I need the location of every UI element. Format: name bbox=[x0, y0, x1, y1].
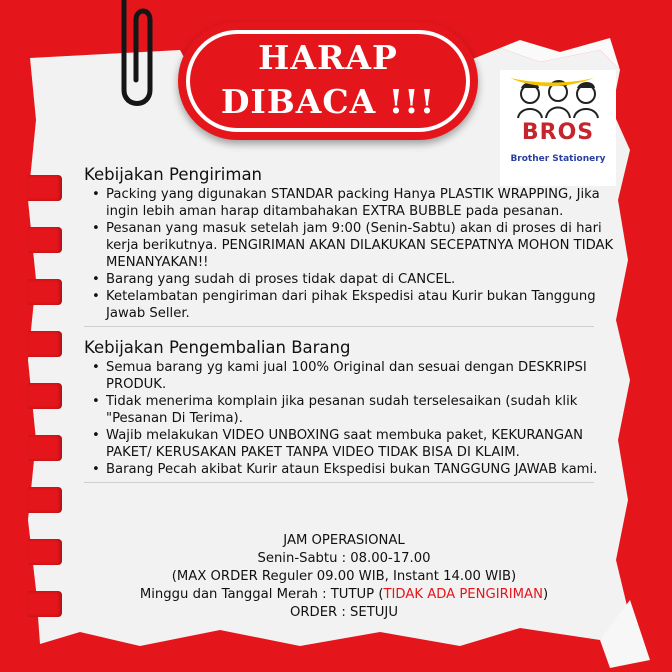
logo-swoosh-icon bbox=[508, 76, 596, 88]
list-item: • Packing yang digunakan STANDAR packing Hanya PLASTIK WRAPPING, Jika ingin lebih aman harap ditambahakan EXTRA BUBBLE pada pesanan. bbox=[92, 186, 614, 220]
binder-hole bbox=[28, 591, 62, 617]
binder-hole bbox=[28, 539, 62, 565]
title bbox=[178, 36, 478, 124]
shipping-heading: Kebijakan Pengiriman bbox=[84, 165, 263, 184]
hours-max-order: (MAX ORDER Reguler 09.00 WIB, Instant 14.00 WIB) bbox=[171, 569, 517, 584]
returns-list bbox=[84, 359, 614, 478]
returns-heading: Kebijakan Pengembalian Barang bbox=[84, 338, 351, 357]
logo-subtitle: Brother Stationery bbox=[510, 154, 606, 164]
list-item: • Ketelambatan pengiriman dari pihak Ekspedisi atau Kurir bukan Tanggung Jawab Seller. bbox=[92, 288, 614, 322]
hours-weekday: Senin-Sabtu : 08.00-17.00 bbox=[257, 551, 431, 566]
list-item: • Wajib melakukan VIDEO UNBOXING saat membuka paket, KEKURANGAN PAKET/ KERUSAKAN PAKET TANPA VIDEO TIDAK BISA DI KLAIM. bbox=[92, 427, 614, 461]
list-item: • Pesanan yang masuk setelah jam 9:00 (Senin-Sabtu) akan di proses di hari kerja berikutnya. PENGIRIMAN AKAN DILAKUKAN SECEPATNYA MOHON TIDAK MENANYAKAN!! bbox=[92, 220, 614, 271]
hours-heading: JAM OPERASIONAL bbox=[283, 533, 405, 548]
binder-hole bbox=[28, 175, 62, 201]
policy-content bbox=[84, 164, 614, 489]
shipping-list bbox=[84, 186, 614, 322]
list-item: • Semua barang yg kami jual 100% Original dan sesuai dengan DESKRIPSI PRODUK. bbox=[92, 359, 614, 393]
binder-hole bbox=[28, 383, 62, 409]
list-item: • Barang yang sudah di proses tidak dapat di CANCEL. bbox=[92, 271, 614, 288]
title-badge bbox=[178, 22, 478, 140]
holiday-suffix: ) bbox=[542, 587, 549, 602]
binder-hole bbox=[28, 435, 62, 461]
hours-order: ORDER : SETUJU bbox=[290, 605, 398, 620]
paper-clip-icon bbox=[88, 0, 178, 120]
divider bbox=[84, 326, 594, 327]
binder-hole bbox=[28, 227, 62, 253]
title-line-2: DIBACA !!! bbox=[220, 82, 436, 121]
holiday-no-shipping: TIDAK ADA PENGIRIMAN bbox=[383, 587, 543, 602]
hours-holiday bbox=[84, 586, 604, 604]
holiday-prefix: Minggu dan Tanggal Merah : TUTUP ( bbox=[139, 587, 384, 602]
list-item: • Barang Pecah akibat Kurir ataun Ekspedisi bukan TANGGUNG JAWAB kami. bbox=[92, 461, 614, 478]
list-item: • Tidak menerima komplain jika pesanan sudah terselesaikan (sudah klik "Pesanan Di Terima). bbox=[92, 393, 614, 427]
title-line-1: HARAP bbox=[258, 38, 398, 77]
binder-hole bbox=[28, 331, 62, 357]
binder-hole bbox=[28, 487, 62, 513]
binder-hole bbox=[28, 279, 62, 305]
operating-hours bbox=[84, 532, 604, 622]
divider bbox=[84, 482, 594, 483]
logo-wordmark: BROS bbox=[521, 120, 595, 145]
